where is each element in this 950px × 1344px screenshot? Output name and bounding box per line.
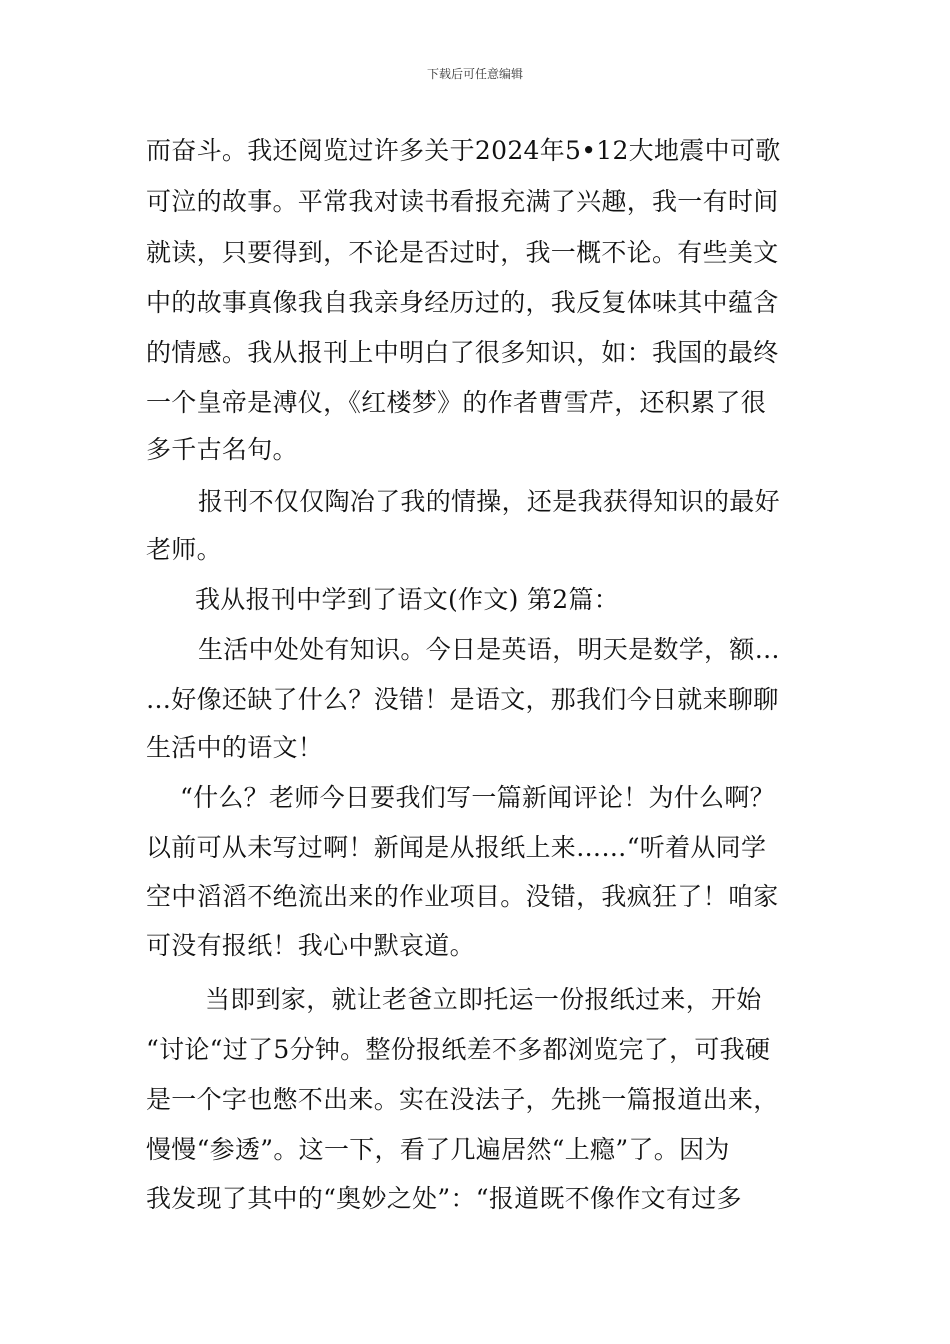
- text-line: 的情感。我从报刊上中明白了很多知识，如：我国的最终: [146, 338, 779, 367]
- text-line: 以前可从未写过啊！新闻是从报纸上来……“听着从同学: [146, 833, 767, 862]
- section-heading: 我从报刊中学到了语文(作文) 第2篇：: [195, 585, 620, 614]
- text-line: 可泣的故事。平常我对读书看报充满了兴趣，我一有时间: [146, 187, 779, 216]
- paragraph-start-line: 报刊不仅仅陶冶了我的情操，还是我获得知识的最好: [198, 487, 780, 516]
- text-line: 老师。: [146, 535, 222, 564]
- text-line: 就读，只要得到，不论是否过时，我一概不论。有些美文: [146, 238, 779, 267]
- paragraph-start-line: “什么？老师今日要我们写一篇新闻评论！为什么啊？: [180, 783, 775, 812]
- text-line: 空中滔滔不绝流出来的作业项目。没错，我疯狂了！咱家: [146, 882, 779, 911]
- text-line: …好像还缺了什么？没错！是语文，那我们今日就来聊聊: [146, 685, 779, 714]
- text-line: 可没有报纸！我心中默哀道。: [146, 931, 475, 960]
- text-line: 多千古名句。: [146, 435, 298, 464]
- text-line: 慢慢“参透”。这一下，看了几遍居然“上瘾”了。因为: [146, 1135, 730, 1164]
- text-line: 我发现了其中的“奥妙之处”：“报道既不像作文有过多: [146, 1184, 742, 1213]
- text-line: 是一个字也憋不出来。实在没法子，先挑一篇报道出来，: [146, 1085, 779, 1114]
- text-line: 中的故事真像我自我亲身经历过的，我反复体味其中蕴含: [146, 288, 779, 317]
- text-line: “讨论“过了5分钟。整份报纸差不多都浏览完了，可我硬: [146, 1035, 771, 1064]
- text-line: 生活中的语文！: [146, 733, 324, 762]
- text-line: 而奋斗。我还阅览过许多关于2024年5•12大地震中可歌: [146, 136, 781, 165]
- paragraph-start-line: 生活中处处有知识。今日是英语，明天是数学，额…: [198, 635, 780, 664]
- text-line: 一个皇帝是溥仪，《红楼梦》的作者曹雪芹，还积累了很: [146, 388, 767, 417]
- page-header-note: 下载后可任意编辑: [426, 67, 523, 81]
- paragraph-start-line: 当即到家，就让老爸立即托运一份报纸过来，开始: [205, 985, 762, 1014]
